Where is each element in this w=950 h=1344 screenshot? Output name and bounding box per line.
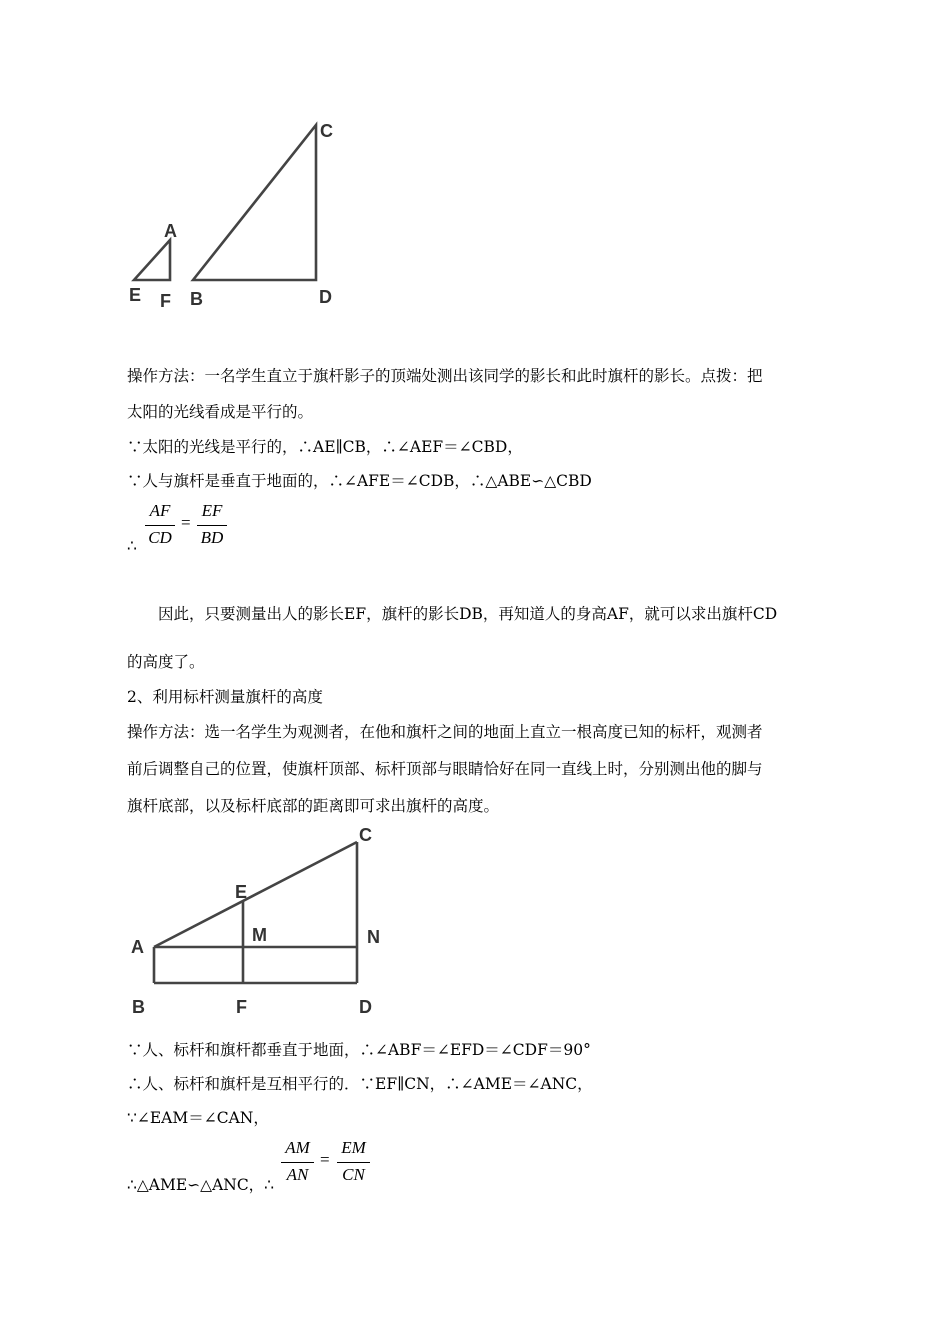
denominator: BD [200, 528, 224, 547]
label-F2: F [236, 997, 247, 1017]
fraction-EM-CN [337, 1138, 370, 1188]
label-D2: D [359, 997, 372, 1017]
section-heading-2: 2、利用标杆测量旗杆的高度 [127, 688, 323, 706]
conclusion-line1: 因此，只要测量出人的影长EF，旗杆的影长DB，再知道人的身高AF，就可以求出旗杆CD [158, 605, 778, 623]
label-E: E [129, 285, 142, 305]
reason-angle-equal: ∵∠EAM＝∠CAN， [127, 1109, 269, 1127]
denominator: CD [148, 528, 172, 547]
method2-line1: 操作方法：选一名学生为观测者，在他和旗杆之间的地面上直立一根高度已知的标杆，观测者 [127, 723, 763, 741]
label-B2: B [132, 997, 145, 1017]
similar-triangles-line: ∴△AME∽△ANC，∴ [127, 1176, 275, 1194]
method-paragraph-line1: 操作方法：一名学生直立于旗杆影子的顶端处测出该同学的影长和此时旗杆的影长。点拨：把 [127, 367, 763, 385]
label-B: B [190, 289, 203, 309]
numerator: EM [341, 1138, 366, 1157]
label-A2: A [131, 937, 144, 957]
therefore-symbol: ∴ [127, 537, 137, 555]
fraction-bar [337, 1162, 370, 1163]
numerator: AM [285, 1138, 310, 1157]
equals-sign-2: = [320, 1150, 330, 1169]
label-E2: E [235, 882, 248, 902]
numerator: EF [201, 501, 223, 520]
method-paragraph-line2: 太阳的光线看成是平行的。 [127, 403, 314, 421]
label-D: D [319, 287, 332, 307]
numerator: AF [149, 501, 171, 520]
label-C2: C [359, 825, 372, 845]
method2-line3: 旗杆底部，以及标杆底部的距离即可求出旗杆的高度。 [127, 797, 500, 815]
label-M2: M [252, 925, 267, 945]
label-C: C [320, 121, 333, 141]
reason-perpendicular-2: ∵人、标杆和旗杆都垂直于地面，∴∠ABF＝∠EFD＝∠CDF＝90° [127, 1041, 591, 1059]
fraction-bar [281, 1162, 314, 1163]
equals-sign: = [181, 513, 191, 532]
denominator: AN [286, 1165, 309, 1184]
label-A: A [164, 221, 177, 241]
method2-line2: 前后调整自己的位置，使旗杆顶部、标杆顶部与眼睛恰好在同一直线上时，分别测出他的脚与 [127, 760, 763, 778]
reason-perpendicular: ∵人与旗杆是垂直于地面的，∴∠AFE＝∠CDB，∴△ABE∽△CBD [127, 472, 592, 490]
reason-parallel-2: ∴人、标杆和旗杆是互相平行的．∵EF∥CN，∴∠AME＝∠ANC， [127, 1075, 593, 1093]
reason-parallel-light: ∵太阳的光线是平行的，∴AE∥CB，∴∠AEF＝∠CBD， [127, 438, 523, 456]
label-F: F [160, 291, 171, 311]
fraction-AM-AN [281, 1138, 314, 1188]
label-N2: N [367, 927, 380, 947]
denominator: CN [342, 1165, 365, 1184]
conclusion-line2: 的高度了。 [127, 653, 205, 671]
